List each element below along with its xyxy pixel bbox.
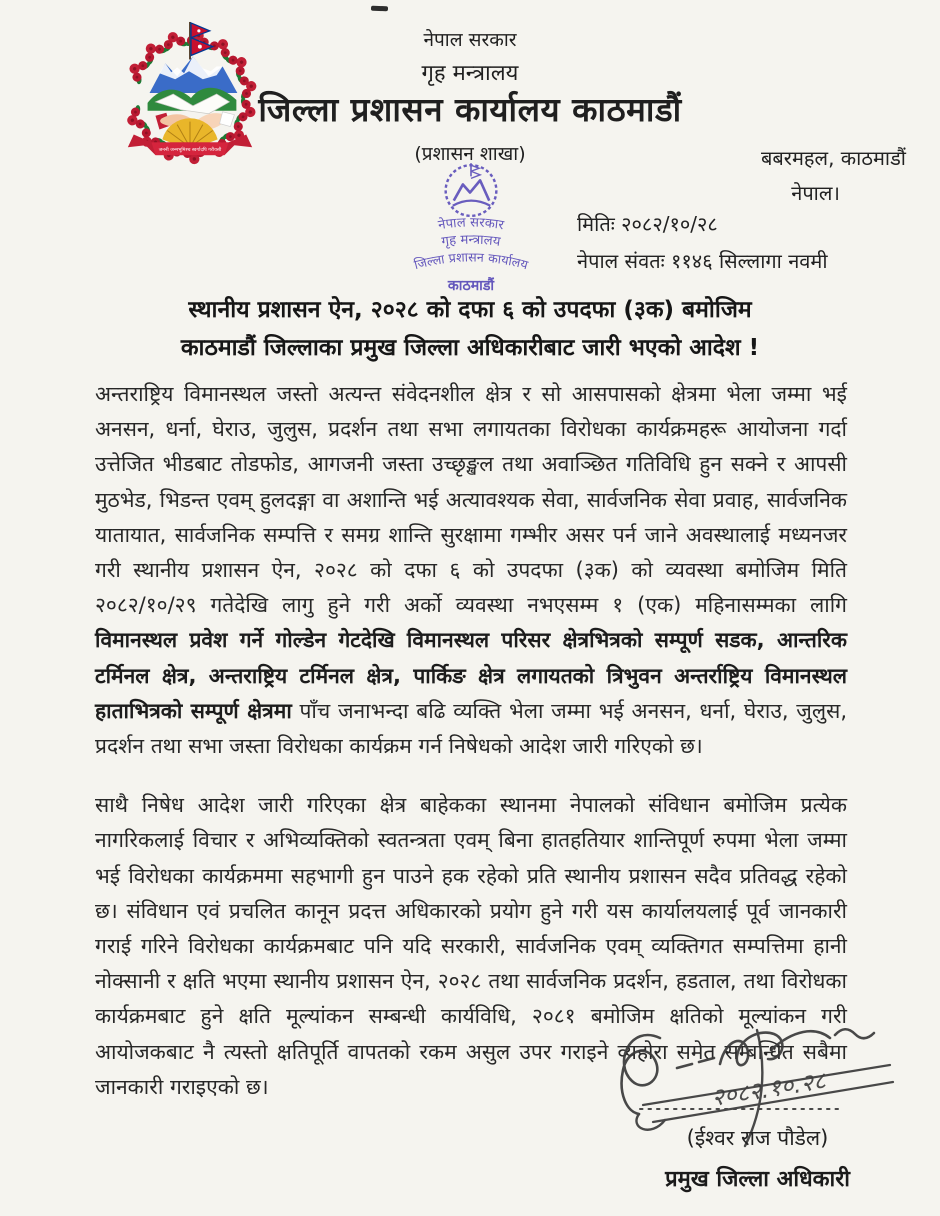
signatory-name: (ईश्वर राज पौडेल) — [686, 1126, 829, 1150]
para1-post: पाँच जनाभन्दा बढि व्यक्ति भेला जम्मा भई अनसन, धर्ना, घेराउ, जुलुस, प्रदर्शन तथा सभा जस्ता विरोधका कार्यक्रम गर्न निषेधको आदेश जारी गरिएको छ। — [95, 698, 847, 759]
header-ministry: गृह मन्त्रालय — [421, 61, 519, 86]
para1-pre: अन्तराष्ट्रिय विमानस्थल जस्तो अत्यन्त संवेदनशील क्षेत्र र सो आसपासको क्षेत्रमा भेला जम्मा भई अनसन, धर्ना, घेराउ, जुलुस, प्रदर्शन तथा सभा लगायतका विरोधका कार्यक्रमहरू आयोजना गर्दा उत्तेजित भीडबाट तोडफोड, आगजनी जस्ता उच्छृङ्खल तथा अवाञ्छित गतिविधि हुन सक्ने र आपसी मुठभेड, भिडन्त एवम् हुलदङ्गा वा अशान्ति भई अत्यावश्यक सेवा, सार्वजनिक सेवा प्रवाह, सार्वजनिक यातायात, सार्वजनिक सम्पत्ति र समग्र शान्ति सुरक्षामा गम्भीर असर पर्न जाने अवस्थालाई मध्यनजर गरी स्थानीय प्रशासन ऐन, २०२८ को दफा ६ को उपदफा (३क) को व्यवस्था बमोजिम मिति २०८२/१०/२९ गतेदेखि लागु हुने गरी अर्को व्यवस्था नभएसम्म १ (एक) महिनासम्मका लागि — [95, 382, 847, 618]
address-line2: नेपाल। — [791, 181, 840, 205]
header-office-title: जिल्ला प्रशासन कार्यालय काठमाडौं — [258, 90, 682, 129]
title-line2: काठमाडौं जिल्लाका प्रमुख जिल्ला अधिकारीबाट जारी भएको आदेश ! — [180, 335, 760, 361]
svg-text:नेपाल सरकार — [437, 215, 506, 233]
paragraph-1 — [95, 377, 847, 764]
scan-artifact — [371, 6, 388, 12]
svg-text:गृह मन्त्रालय — [441, 233, 502, 250]
office-address — [761, 141, 906, 211]
date-nepal-sambat: नेपाल संवतः ११४६ सिल्लागा नवमी — [577, 249, 828, 273]
document-title — [0, 291, 940, 367]
address-line1: बबरमहल, काठमाडौं — [760, 146, 906, 170]
stamp-line1: नेपाल सरकार — [437, 215, 505, 234]
paragraph-2: साथै निषेध आदेश जारी गरिएका क्षेत्र बाहेकका स्थानमा नेपालको संविधान बमोजिम प्रत्येक नागरिकलाई विचार र अभिव्यक्तिको स्वतन्त्रता एवम् बिना हातहतियार शान्तिपूर्ण रुपमा भेला जम्मा भई विरोधका कार्यक्रममा सहभागी हुन पाउने हक रहेको प्रति स्थानीय प्रशासन सदैव प्रतिवद्ध रहेको छ। संविधान एवं प्रचलित कानून प्रदत्त अधिकारको प्रयोग हुने गरी यस कार्यालयलाई पूर्व जानकारी गराई गरिने विरोधका कार्यक्रमबाट पनि यदि सरकारी, सार्वजनिक एवम् व्यक्तिगत सम्पत्तिमा हानी नोक्सानी र क्षति भएमा स्थानीय प्रशासन ऐन, २०२८ तथा सार्वजनिक प्रदर्शन, हडताल, तथा विरोधका कार्यक्रमबाट हुने क्षति मूल्यांकन सम्बन्धी कार्यविधि, २०८१ बमोजिम क्षतिको मूल्यांकन गरी आयोजकबाट नै त्यस्तो क्षतिपूर्ति वापतको रकम असुल उपर गराइने व्यहोरा समेत सम्बन्धित सबैमा जानकारी गराइएको छ। — [95, 793, 847, 1099]
para1-bold: विमानस्थल प्रवेश गर्ने गोल्डेन गेटदेखि विमानस्थल परिसर क्षेत्रभित्रको सम्पूर्ण सडक, आन्तरिक टर्मिनल क्षेत्र, अन्तराष्ट्रिय टर्मिनल क्षेत्र, पार्किङ क्षेत्र लगायतको त्रिभुवन अन्तर्राष्ट्रिय विमानस्थल हाताभित्रको सम्पूर्ण क्षेत्रमा — [95, 628, 847, 723]
signatory-designation: प्रमुख जिल्ला अधिकारी — [665, 1167, 850, 1192]
header-branch: (प्रशासन शाखा) — [414, 143, 526, 165]
stamp-line4: काठमाडौं — [447, 277, 495, 294]
date-block — [577, 206, 828, 280]
svg-text:जिल्ला प्रशासन कार्यालय — [412, 249, 530, 272]
office-stamp-icon — [396, 157, 546, 295]
header-government: नेपाल सरकार — [423, 29, 517, 51]
title-line1: स्थानीय प्रशासन ऐन, २०२८ को दफा ६ को उपदफा (३क) बमोजिम — [188, 297, 752, 323]
stamp-line3: जिल्ला प्रशासन कार्यालय — [412, 249, 530, 273]
signature-block — [585, 1008, 930, 1213]
document-body — [95, 377, 847, 1105]
date-bs: मितिः २०८२/१०/२८ — [577, 212, 718, 236]
signature-handwritten-date: २०८२.१०.२८ — [709, 1066, 828, 1112]
emblem-motto: जननी जन्मभूमिश्च स्वर्गादपि गरीयसी — [158, 148, 222, 154]
stamp-line2: गृह मन्त्रालय — [440, 232, 502, 250]
